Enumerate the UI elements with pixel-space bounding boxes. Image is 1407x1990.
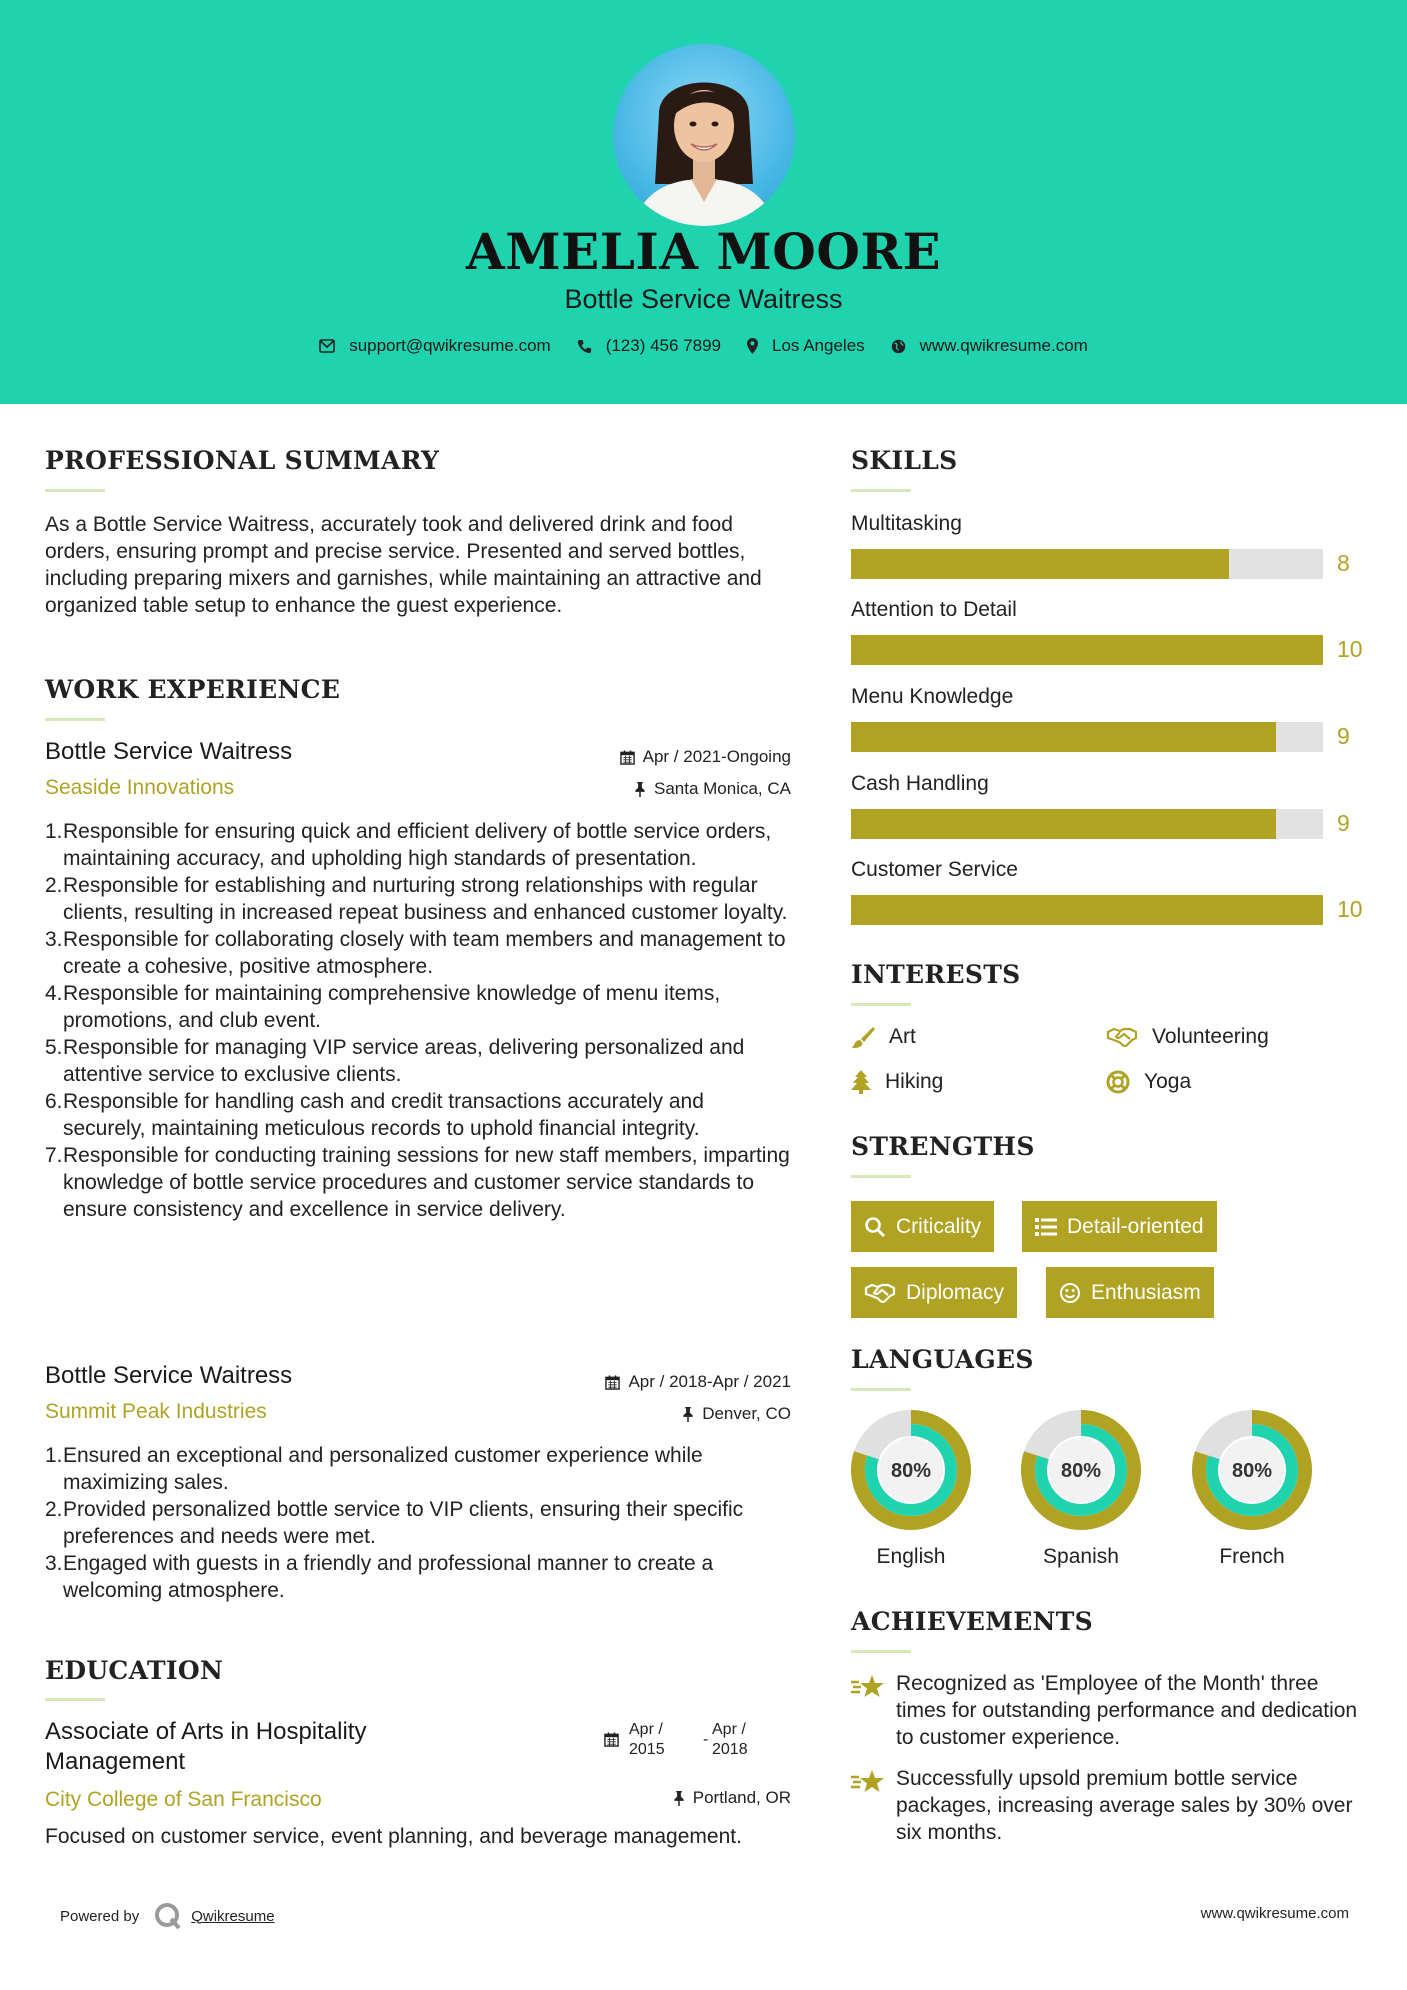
website-text[interactable]: www.qwikresume.com: [919, 336, 1088, 355]
handshake-icon: [1106, 1026, 1138, 1048]
list-item: 1. Responsible for ensuring quick and efficient delivery of bottle service orders, maintaining accuracy, and upholding high standards of presentation.: [45, 820, 772, 870]
experience-heading: WORK EXPERIENCE: [45, 675, 341, 704]
strength-label: Criticality: [896, 1214, 982, 1238]
language-dial: [1020, 1409, 1142, 1536]
handshake-icon: [864, 1282, 896, 1304]
strength-chip: [851, 1201, 994, 1252]
paintbrush-icon: [851, 1025, 875, 1049]
job-title: Bottle Service Waitress: [45, 1362, 293, 1389]
skill-value: 10: [1337, 896, 1363, 922]
experience-underline: [45, 718, 105, 721]
job-title: Bottle Service Waitress: [45, 738, 293, 765]
contact-phone[interactable]: [577, 336, 721, 356]
interest-label: Yoga: [1144, 1070, 1192, 1093]
language-progress-ring: [1020, 1409, 1142, 1531]
job-date-text: Apr / 2018-Apr / 2021: [628, 1372, 791, 1391]
skill-value: 10: [1337, 636, 1363, 662]
summary-underline: [45, 489, 105, 492]
job-duties-list: [45, 1442, 790, 1604]
strength-chip: [1022, 1201, 1217, 1252]
interest-item: [1106, 1070, 1191, 1094]
skill-bar-fill: [851, 722, 1276, 752]
language-percent: 80%: [890, 1460, 932, 1482]
list-item: 1. Ensured an exceptional and personalized customer experience while maximizing sales.: [45, 1444, 703, 1494]
job-date-text: Apr / 2021-Ongoing: [642, 747, 791, 766]
strength-label: Detail-oriented: [1067, 1214, 1204, 1238]
map-pin-icon: [747, 338, 758, 354]
strength-chip: [1046, 1267, 1214, 1318]
job-company: Summit Peak Industries: [45, 1400, 267, 1423]
calendar-icon: [605, 1375, 620, 1390]
skill-bar-fill: [851, 549, 1229, 579]
pushpin-icon: [682, 1407, 694, 1422]
powered-by: [60, 1901, 275, 1931]
achievements-heading: ACHIEVEMENTS: [851, 1607, 1093, 1636]
list-icon: [1035, 1217, 1057, 1237]
candidate-role: Bottle Service Waitress: [564, 284, 843, 314]
language-dial: [1191, 1409, 1313, 1536]
contact-bar: [0, 336, 1407, 356]
list-item: 2. Responsible for establishing and nurturing strong relationships with regular clients, resulting in increased repeat business and enhanced customer loyalty.: [45, 874, 788, 924]
skill-label: Menu Knowledge: [851, 685, 1014, 708]
strength-label: Diplomacy: [906, 1280, 1005, 1304]
strength-label: Enthusiasm: [1091, 1280, 1201, 1304]
search-icon: [864, 1216, 886, 1238]
skill-bar: [851, 549, 1323, 579]
smile-icon: [1059, 1282, 1081, 1304]
list-item: 5. Responsible for managing VIP service areas, delivering personalized and attentive service to exclusive clients.: [45, 1036, 745, 1086]
degree-title: Associate of Arts in Hospitality Management: [45, 1718, 367, 1775]
skill-label: Attention to Detail: [851, 598, 1017, 621]
interest-label: Hiking: [885, 1070, 944, 1093]
languages-underline: [851, 1388, 911, 1391]
calendar-icon: [620, 750, 635, 765]
skills-heading: SKILLS: [851, 446, 958, 475]
skill-bar: [851, 895, 1323, 925]
strengths-heading: STRENGTHS: [851, 1132, 1035, 1161]
skill-bar: [851, 809, 1323, 839]
envelope-icon: [319, 339, 335, 353]
achievements-underline: [851, 1650, 911, 1653]
language-name: Spanish: [1043, 1545, 1119, 1568]
job-duties-list: [45, 818, 790, 1223]
summary-text: As a Bottle Service Waitress, accurately took and delivered drink and food orders, ensuring prompt and precise service. Presented and served bottles, including preparing mixers and garnishes, while maintaining an attractive and organized table setup to enhance the guest experience.: [45, 513, 762, 617]
languages-heading: LANGUAGES: [851, 1345, 1034, 1374]
qwikresume-logo-icon: [153, 1901, 183, 1931]
interest-label: Art: [889, 1025, 916, 1048]
interests-heading: INTERESTS: [851, 960, 1021, 989]
skill-bar: [851, 722, 1323, 752]
job-location-text: Santa Monica, CA: [653, 779, 791, 798]
language-name: French: [1219, 1545, 1285, 1568]
qwikresume-link[interactable]: Qwikresume: [191, 1907, 275, 1925]
interest-label: Volunteering: [1152, 1025, 1269, 1048]
interest-item: [1106, 1025, 1269, 1049]
education-end-date: Apr / 2018: [712, 1721, 748, 1758]
job-location-text: Denver, CO: [702, 1404, 791, 1423]
skill-bar-fill: [851, 895, 1323, 925]
list-item: 7. Responsible for conducting training sessions for new staff members, imparting knowledge of bottle service procedures and customer service standards to ensure consistency and excellence in service delivery.: [45, 1144, 790, 1221]
contact-website[interactable]: [891, 336, 1088, 356]
powered-by-label: Powered by: [60, 1907, 140, 1925]
date-separator: -: [703, 1731, 709, 1748]
interest-item: [851, 1070, 943, 1094]
list-item: 2. Provided personalized bottle service to VIP clients, ensuring their specific preferences and needs were met.: [45, 1498, 744, 1548]
skill-value: 8: [1337, 550, 1350, 576]
contact-location: [747, 336, 865, 356]
skill-value: 9: [1337, 810, 1350, 836]
phone-text[interactable]: (123) 456 7899: [605, 336, 722, 355]
language-progress-ring: [1191, 1409, 1313, 1531]
phone-icon: [577, 339, 592, 354]
education-heading: EDUCATION: [45, 1656, 224, 1685]
skill-bar-fill: [851, 635, 1323, 665]
skill-label: Customer Service: [851, 858, 1018, 881]
skill-bar: [851, 635, 1323, 665]
skill-bar-fill: [851, 809, 1276, 839]
job-date: [605, 1372, 791, 1392]
list-item: 6. Responsible for handling cash and credit transactions accurately and securely, maintaining meticulous records to uphold financial integrity.: [45, 1090, 704, 1140]
school-name: City College of San Francisco: [45, 1788, 322, 1811]
list-item: 4. Responsible for maintaining comprehensive knowledge of menu items, promotions, and club event.: [45, 982, 721, 1032]
summary-heading: PROFESSIONAL SUMMARY: [45, 446, 440, 475]
profile-photo: [613, 44, 795, 226]
tree-icon: [851, 1070, 871, 1094]
strengths-underline: [851, 1175, 911, 1178]
footer-url[interactable]: www.qwikresume.com: [1200, 1905, 1349, 1922]
job-location: [682, 1404, 791, 1424]
email-text[interactable]: support@qwikresume.com: [349, 336, 551, 355]
education-start-date: Apr / 2015: [629, 1721, 665, 1758]
skill-label: Multitasking: [851, 512, 962, 535]
education-location: [673, 1788, 791, 1808]
achievement-text: Successfully upsold premium bottle service packages, increasing average sales by 30% over six months.: [896, 1767, 1353, 1844]
achievement-text: Recognized as 'Employee of the Month' three times for outstanding performance and dedication to customer experience.: [896, 1672, 1358, 1749]
job-date: [620, 747, 791, 767]
language-percent: 80%: [1060, 1460, 1102, 1482]
language-name: English: [876, 1545, 946, 1568]
language-progress-ring: [850, 1409, 972, 1531]
lifebuoy-icon: [1106, 1070, 1130, 1094]
candidate-name: AMELIA MOORE: [465, 222, 942, 281]
pushpin-icon: [673, 1791, 685, 1806]
star-ribbon-icon: [851, 1672, 885, 1702]
education-description: Focused on customer service, event planning, and beverage management.: [45, 1825, 742, 1848]
contact-email[interactable]: [319, 336, 551, 356]
globe-icon: [891, 339, 906, 354]
skill-label: Cash Handling: [851, 772, 989, 795]
education-location-text: Portland, OR: [692, 1788, 791, 1807]
star-ribbon-icon: [851, 1767, 885, 1797]
language-percent: 80%: [1231, 1460, 1273, 1482]
pushpin-icon: [634, 782, 646, 797]
resume-header: [0, 0, 1407, 404]
education-underline: [45, 1698, 105, 1701]
skill-value: 9: [1337, 723, 1350, 749]
job-company: Seaside Innovations: [45, 776, 235, 799]
list-item: 3. Engaged with guests in a friendly and professional manner to create a welcoming atmosphere.: [45, 1552, 714, 1602]
calendar-icon: [604, 1732, 619, 1747]
list-item: 3. Responsible for collaborating closely with team members and management to create a cohesive, positive atmosphere.: [45, 928, 786, 978]
interests-underline: [851, 1003, 911, 1006]
language-dial: [850, 1409, 972, 1536]
skills-underline: [851, 489, 911, 492]
job-location: [634, 779, 791, 799]
interest-item: [851, 1025, 916, 1049]
location-text: Los Angeles: [772, 336, 865, 355]
strength-chip: [851, 1267, 1017, 1318]
